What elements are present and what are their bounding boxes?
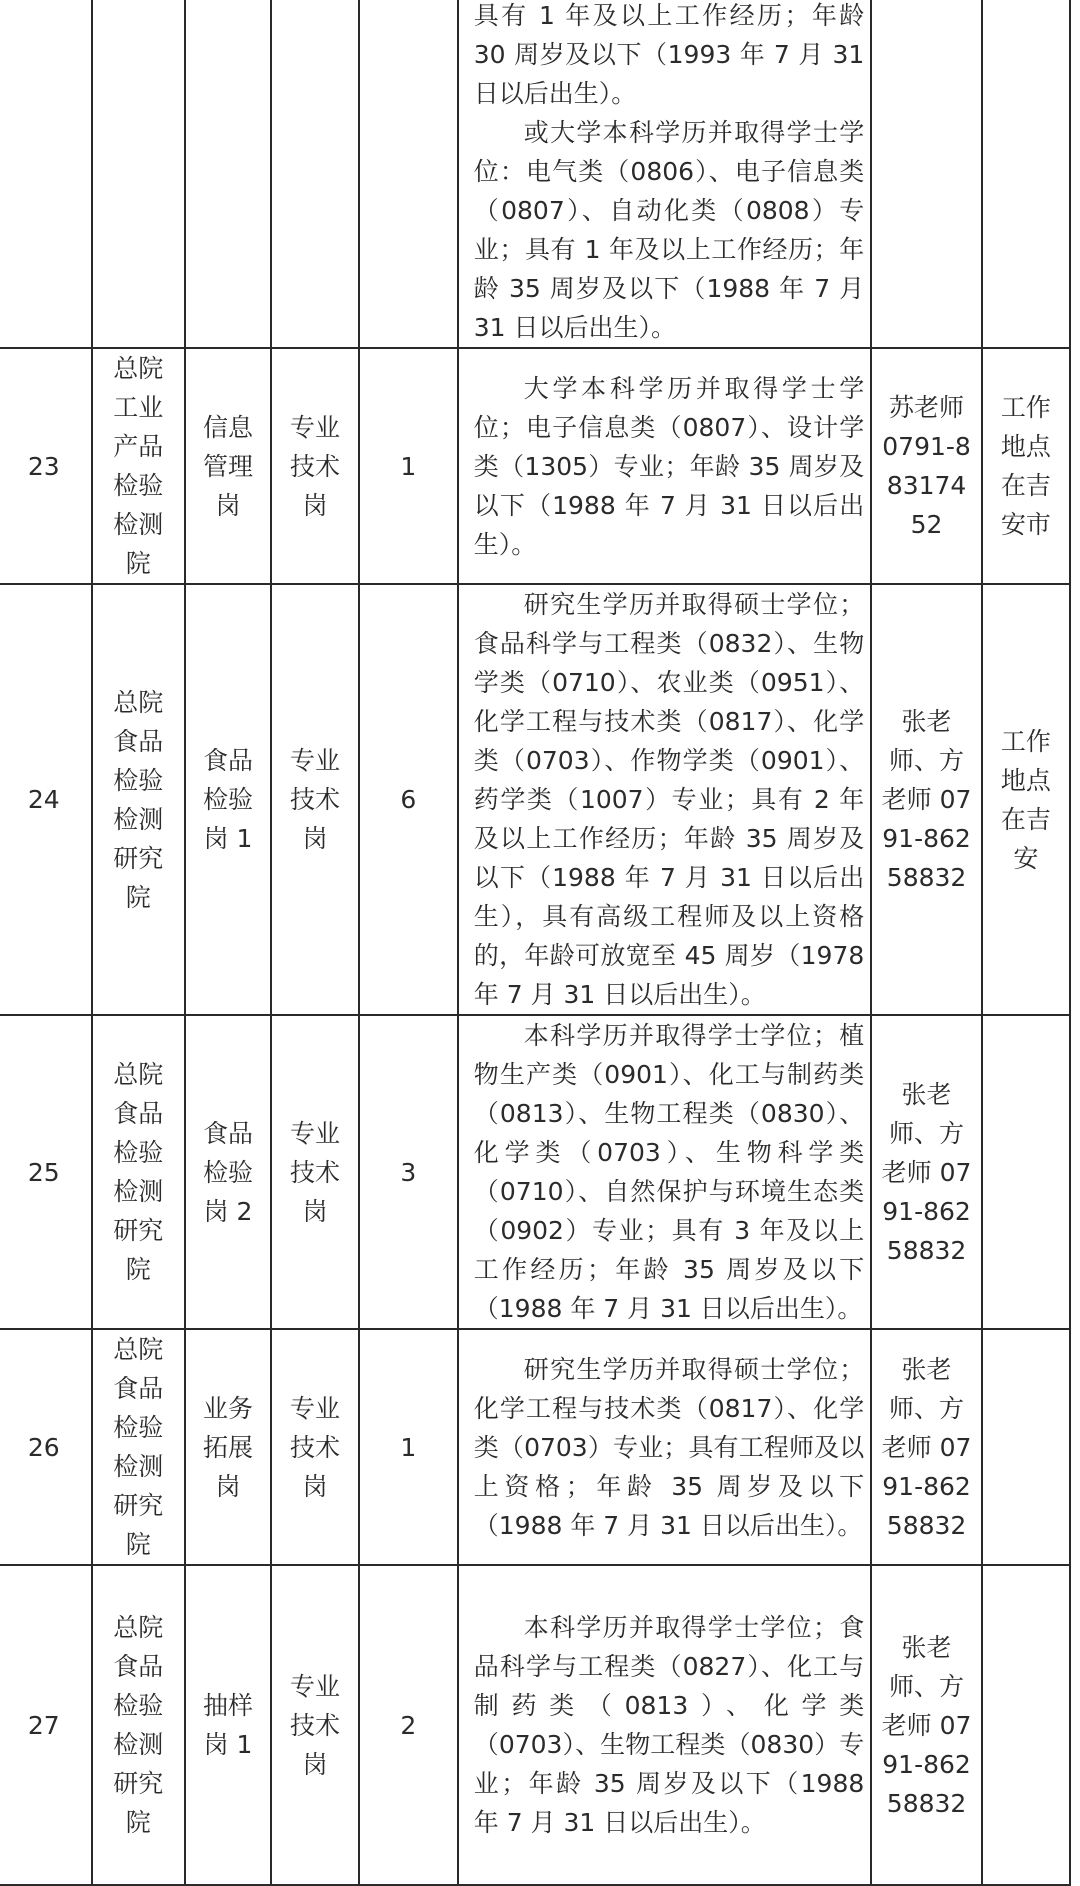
cell-unit [92, 0, 185, 348]
cell-count: 2 [359, 1565, 458, 1885]
cell-no: 25 [0, 1015, 92, 1329]
cell-count: 1 [359, 348, 458, 584]
cell-count [359, 0, 458, 348]
cell-count: 1 [359, 1329, 458, 1565]
cell-unit: 总院食品检验检测研究院 [92, 1565, 185, 1885]
table-row [0, 1565, 1070, 1885]
cell-unit: 总院食品检验检测研究院 [92, 1015, 185, 1329]
requirement-text: 或大学本科学历并取得学士学位：电气类（0806）、电子信息类（0807）、自动化类（0808）专业；具有 1 年及以上工作经历；年龄 35 周岁及以下（1988 年 7 月 31 日以后出生）。 [473, 118, 865, 342]
cell-type: 专业技术岗 [271, 348, 359, 584]
cell-count: 3 [359, 1015, 458, 1329]
cell-note [982, 1015, 1070, 1329]
cell-post: 抽样岗 1 [185, 1565, 271, 1885]
cell-contact [871, 0, 982, 348]
cell-contact: 张老师、方老师 0791-86258832 [871, 584, 982, 1015]
cell-post: 食品检验岗 2 [185, 1015, 271, 1329]
cell-contact: 张老师、方老师 0791-86258832 [871, 1015, 982, 1329]
cell-note [982, 1565, 1070, 1885]
cell-note: 工作地点在吉安 [982, 584, 1070, 1015]
cell-requirements [458, 1015, 871, 1329]
cell-contact: 苏老师 0791-88317452 [871, 348, 982, 584]
requirement-text: 大学本科学历并取得学士学位；电子信息类（0807）、设计学类（1305）专业；年龄 35 周岁及以下（1988 年 7 月 31 日以后出生）。 [473, 373, 865, 559]
cell-requirements [458, 1329, 871, 1565]
cell-post: 食品检验岗 1 [185, 584, 271, 1015]
cell-contact: 张老师、方老师 0791-86258832 [871, 1329, 982, 1565]
requirement-text: 研究生学历并取得硕士学位；化学工程与技术类（0817）、化学类（0703）专业；具有工程师及以上资格；年龄 35 周岁及以下（1988 年 7 月 31 日以后出生）。 [473, 1354, 865, 1540]
cell-type: 专业技术岗 [271, 584, 359, 1015]
cell-post: 业务拓展岗 [185, 1329, 271, 1565]
table-row [0, 348, 1070, 584]
cell-requirements [458, 0, 871, 348]
cell-post: 信息管理岗 [185, 348, 271, 584]
cell-count: 6 [359, 584, 458, 1015]
table-row [0, 584, 1070, 1015]
requirement-text: 研究生学历并取得硕士学位；食品科学与工程类（0832）、生物学类（0710）、农业类（0951）、化学工程与技术类（0817）、化学类（0703）、作物学类（0901）、药学类（1007）专业；具有 2 年及以上工作经历；年龄 35 周岁及以下（1988 年 7 月 31 日以后出生），具有高级工程师及以上资格的，年龄可放宽至 45 周岁（1978 年 7 月 31 日以后出生）。 [473, 590, 865, 1009]
cell-contact: 张老师、方老师 0791-86258832 [871, 1565, 982, 1885]
table-row [0, 0, 1070, 348]
requirement-text: 本科学历并取得学士学位；植物生产类（0901）、化工与制药类（0813）、生物工程类（0830）、化学类（0703）、生物科学类（0710）、自然保护与环境生态类（0902）专业；具有 3 年及以上工作经历；年龄 35 周岁及以下（1988 年 7 月 31 日以后出生）。 [473, 1021, 865, 1323]
cell-no: 27 [0, 1565, 92, 1885]
cell-no: 26 [0, 1329, 92, 1565]
cell-requirements [458, 348, 871, 584]
cell-unit: 总院食品检验检测研究院 [92, 1329, 185, 1565]
cell-note: 工作地点在吉安市 [982, 348, 1070, 584]
cell-no: 23 [0, 348, 92, 584]
cell-requirements [458, 584, 871, 1015]
cell-unit: 总院食品检验检测研究院 [92, 584, 185, 1015]
cell-type: 专业技术岗 [271, 1565, 359, 1885]
table-row [0, 1329, 1070, 1565]
cell-note [982, 0, 1070, 348]
cell-type: 专业技术岗 [271, 1015, 359, 1329]
table-row [0, 1015, 1070, 1329]
cell-requirements [458, 1565, 871, 1885]
cell-type [271, 0, 359, 348]
cell-no: 24 [0, 584, 92, 1015]
cell-note [982, 1329, 1070, 1565]
cell-no [0, 0, 92, 348]
requirement-text: 具有 1 年及以上工作经历；年龄 30 周岁及以下（1993 年 7 月 31 日以后出生）。 [473, 1, 865, 108]
requirement-text: 本科学历并取得学士学位；食品科学与工程类（0827）、化工与制药类（0813）、化学类（0703）、生物工程类（0830）专业；年龄 35 周岁及以下（1988 年 7 月 31 日以后出生）。 [473, 1613, 865, 1837]
cell-post [185, 0, 271, 348]
cell-unit: 总院工业产品检验检测院 [92, 348, 185, 584]
cell-type: 专业技术岗 [271, 1329, 359, 1565]
